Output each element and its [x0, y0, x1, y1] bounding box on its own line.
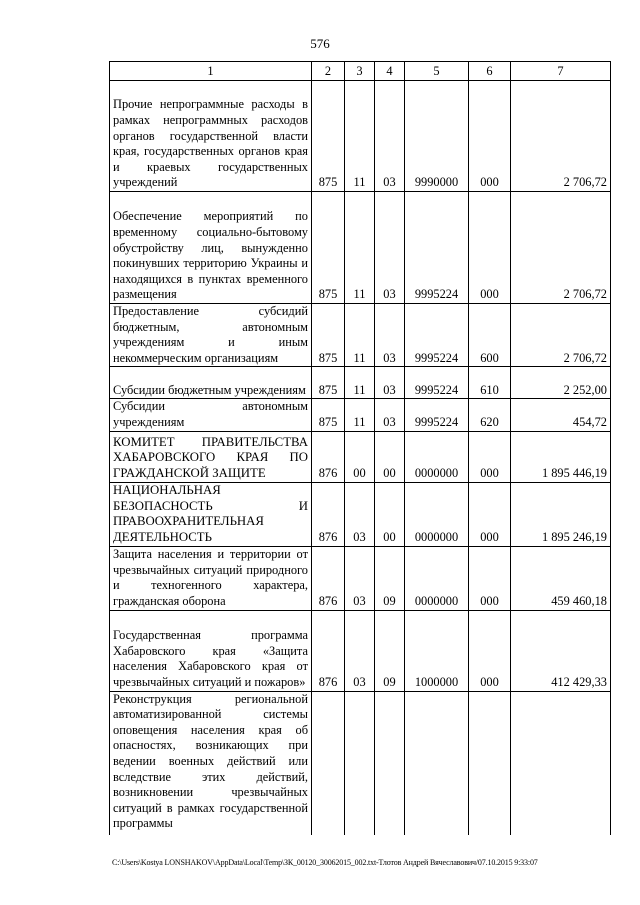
row-c2: 875 [312, 192, 345, 304]
row-c2: 876 [312, 431, 345, 482]
row-c2: 876 [312, 482, 345, 546]
row-c2: 875 [312, 399, 345, 431]
row-name: Обеспечение мероприятий по временному социально-бытовому обустройству лиц, вынужденно покинувших территорию Украины и находящихся в пунктах временного размещения [110, 192, 312, 304]
row-c6: 610 [469, 367, 511, 399]
row-c4 [375, 691, 405, 835]
row-name: Субсидии бюджетным учреждениям [110, 367, 312, 399]
row-c5: 9990000 [405, 81, 469, 192]
row-c5: 9995224 [405, 367, 469, 399]
row-c2: 876 [312, 610, 345, 691]
table-row [110, 192, 611, 304]
row-c4: 00 [375, 482, 405, 546]
row-amount: 2 252,00 [511, 367, 611, 399]
row-name: КОМИТЕТ ПРАВИТЕЛЬСТВА ХАБАРОВСКОГО КРАЯ ПО ГРАЖДАНСКОЙ ЗАЩИТЕ [110, 431, 312, 482]
row-name: Государственная программа Хабаровского края «Защита населения Хабаровского края от чрезвычайных ситуаций и пожаров» [110, 610, 312, 691]
header-col-5: 5 [405, 62, 469, 81]
file-path-footer: C:\Users\Kostya LONSHAKOV\AppData\Local\Temp\ЗК_00120_30062015_002.txt-Тлотов Андрей Вячеславович/07.10.2015 9:33:07 [112, 858, 538, 867]
row-amount: 454,72 [511, 399, 611, 431]
row-c2: 875 [312, 367, 345, 399]
row-name: Прочие непрограммные расходы в рамках непрограммных расходов органов государственной власти края, государственных органов края и краевых государственных учреждений [110, 81, 312, 192]
row-c3: 00 [345, 431, 375, 482]
row-c3: 11 [345, 367, 375, 399]
row-name: Защита населения и территории от чрезвычайных ситуаций природного и техногенного характера, гражданская оборона [110, 546, 312, 610]
row-c5: 9995224 [405, 192, 469, 304]
table-row [110, 482, 611, 546]
row-c2: 876 [312, 546, 345, 610]
row-c4: 03 [375, 399, 405, 431]
row-c5: 9995224 [405, 399, 469, 431]
row-c5: 1000000 [405, 610, 469, 691]
row-c5: 0000000 [405, 431, 469, 482]
header-col-2: 2 [312, 62, 345, 81]
header-row [110, 62, 611, 81]
header-col-7: 7 [511, 62, 611, 81]
row-name: НАЦИОНАЛЬНАЯ БЕЗОПАСНОСТЬ И ПРАВООХРАНИТЕЛЬНАЯ ДЕЯТЕЛЬНОСТЬ [110, 482, 312, 546]
row-c4: 03 [375, 81, 405, 192]
row-amount: 2 706,72 [511, 192, 611, 304]
row-c6: 000 [469, 81, 511, 192]
row-c3: 11 [345, 192, 375, 304]
row-c6: 620 [469, 399, 511, 431]
row-c3: 03 [345, 610, 375, 691]
row-name: Предоставление субсидий бюджетным, автономным учреждениям и иным некоммерческим организациям [110, 304, 312, 367]
header-col-4: 4 [375, 62, 405, 81]
row-c5: 0000000 [405, 546, 469, 610]
row-c6: 000 [469, 546, 511, 610]
row-c6: 000 [469, 192, 511, 304]
table-row [110, 399, 611, 431]
row-c2: 875 [312, 81, 345, 192]
row-c2: 875 [312, 304, 345, 367]
table-row [110, 304, 611, 367]
row-c4: 03 [375, 367, 405, 399]
row-c6: 000 [469, 610, 511, 691]
row-c3 [345, 691, 375, 835]
row-c2 [312, 691, 345, 835]
row-c3: 11 [345, 399, 375, 431]
row-amount [511, 691, 611, 835]
table-row [110, 431, 611, 482]
row-c6: 600 [469, 304, 511, 367]
row-c4: 00 [375, 431, 405, 482]
row-amount: 412 429,33 [511, 610, 611, 691]
row-amount: 2 706,72 [511, 304, 611, 367]
row-c5: 9995224 [405, 304, 469, 367]
row-amount: 2 706,72 [511, 81, 611, 192]
table-row [110, 610, 611, 691]
row-c3: 03 [345, 482, 375, 546]
row-c5 [405, 691, 469, 835]
row-c4: 03 [375, 304, 405, 367]
page-number: 576 [310, 36, 330, 51]
row-c3: 03 [345, 546, 375, 610]
row-c3: 11 [345, 304, 375, 367]
row-name: Субсидии автономным учреждениям [110, 399, 312, 431]
row-c6: 000 [469, 482, 511, 546]
row-c6: 000 [469, 431, 511, 482]
row-c3: 11 [345, 81, 375, 192]
row-amount: 1 895 446,19 [511, 431, 611, 482]
table-row [110, 367, 611, 399]
row-c4: 09 [375, 546, 405, 610]
row-c6 [469, 691, 511, 835]
row-c4: 03 [375, 192, 405, 304]
row-amount: 1 895 246,19 [511, 482, 611, 546]
table-row [110, 546, 611, 610]
row-c4: 09 [375, 610, 405, 691]
header-col-1: 1 [110, 62, 312, 81]
header-col-6: 6 [469, 62, 511, 81]
header-col-3: 3 [345, 62, 375, 81]
budget-table [109, 61, 611, 835]
row-amount: 459 460,18 [511, 546, 611, 610]
row-name: Реконструкция региональной автоматизированной системы оповещения населения края об опасностях, возникающих при ведении военных действий или вследствие этих действий, возникновении чрезвычайных ситуаций в рамках государственной программы [110, 691, 312, 835]
table-row [110, 691, 611, 835]
row-c5: 0000000 [405, 482, 469, 546]
table-row [110, 81, 611, 192]
